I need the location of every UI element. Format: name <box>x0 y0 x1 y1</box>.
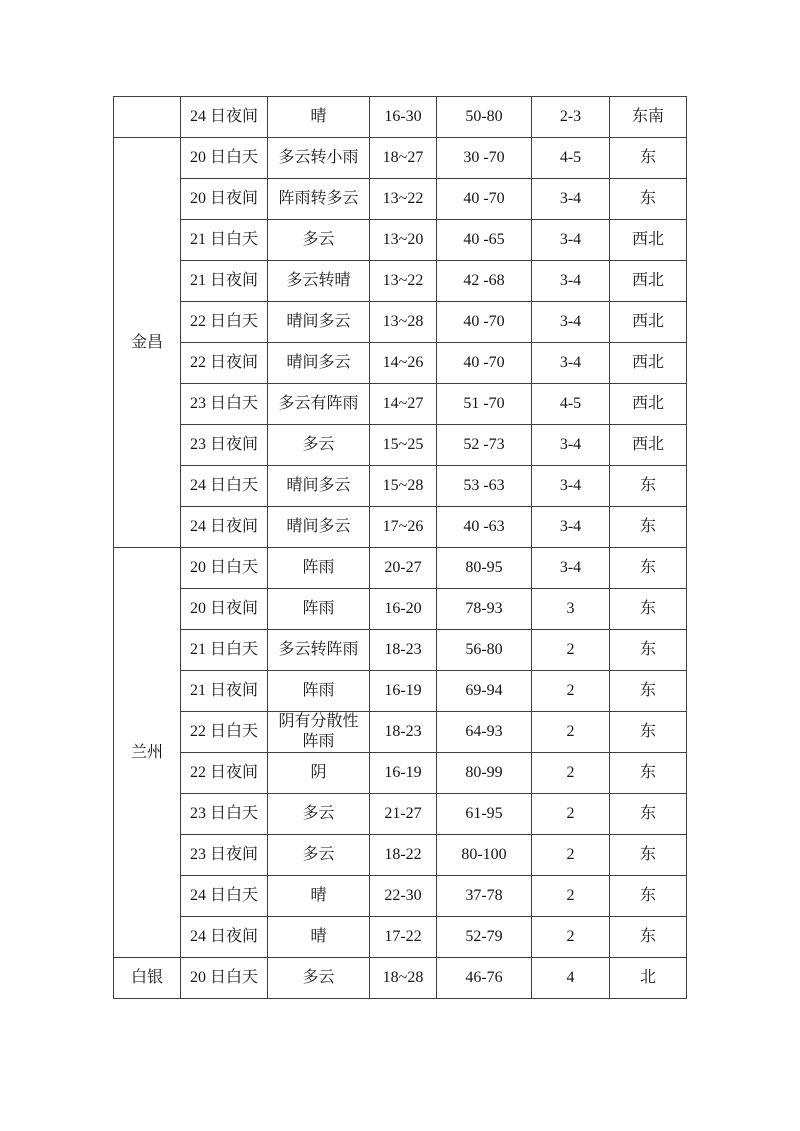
table-row <box>114 220 687 261</box>
cell-humidity_range: 52 -73 <box>437 425 532 466</box>
cell-weather: 晴间多云 <box>268 507 370 548</box>
cell-temperature_range: 13~22 <box>370 179 437 220</box>
cell-wind_force: 3-4 <box>532 425 610 466</box>
cell-weather: 阵雨转多云 <box>268 179 370 220</box>
cell-temperature_range: 18~27 <box>370 138 437 179</box>
cell-wind_force: 2 <box>532 917 610 958</box>
table-row <box>114 179 687 220</box>
cell-weather: 晴间多云 <box>268 466 370 507</box>
cell-wind_direction: 西北 <box>610 384 687 425</box>
cell-temperature_range: 13~22 <box>370 261 437 302</box>
cell-temperature_range: 18-23 <box>370 712 437 753</box>
cell-wind_force: 2 <box>532 876 610 917</box>
cell-wind_direction: 东 <box>610 876 687 917</box>
cell-humidity_range: 50-80 <box>437 97 532 138</box>
table-row <box>114 548 687 589</box>
table-row <box>114 261 687 302</box>
table-row <box>114 712 687 753</box>
table-row <box>114 302 687 343</box>
cell-wind_force: 3-4 <box>532 179 610 220</box>
cell-weather: 阴 <box>268 753 370 794</box>
cell-temperature_range: 14~26 <box>370 343 437 384</box>
cell-temperature_range: 22-30 <box>370 876 437 917</box>
cell-temperature_range: 18-23 <box>370 630 437 671</box>
cell-humidity_range: 46-76 <box>437 958 532 999</box>
cell-period: 24 日白天 <box>181 876 268 917</box>
cell-weather: 多云 <box>268 835 370 876</box>
cell-weather: 多云转晴 <box>268 261 370 302</box>
cell-humidity_range: 53 -63 <box>437 466 532 507</box>
cell-humidity_range: 61-95 <box>437 794 532 835</box>
cell-weather: 晴间多云 <box>268 343 370 384</box>
cell-period: 22 日白天 <box>181 712 268 753</box>
cell-period: 21 日夜间 <box>181 671 268 712</box>
cell-period: 23 日白天 <box>181 384 268 425</box>
table-row <box>114 958 687 999</box>
cell-temperature_range: 15~28 <box>370 466 437 507</box>
cell-wind_force: 2-3 <box>532 97 610 138</box>
cell-wind_direction: 北 <box>610 958 687 999</box>
cell-temperature_range: 20-27 <box>370 548 437 589</box>
forecast-table-body <box>114 97 687 999</box>
table-row <box>114 876 687 917</box>
cell-period: 20 日夜间 <box>181 589 268 630</box>
cell-temperature_range: 17~26 <box>370 507 437 548</box>
cell-wind_force: 3-4 <box>532 507 610 548</box>
cell-period: 21 日白天 <box>181 220 268 261</box>
cell-weather: 阵雨 <box>268 589 370 630</box>
cell-humidity_range: 37-78 <box>437 876 532 917</box>
cell-wind_force: 3 <box>532 589 610 630</box>
cell-temperature_range: 16-19 <box>370 753 437 794</box>
table-row <box>114 917 687 958</box>
cell-wind_force: 2 <box>532 794 610 835</box>
cell-period: 22 日夜间 <box>181 343 268 384</box>
cell-wind_force: 4-5 <box>532 138 610 179</box>
cell-wind_direction: 东 <box>610 753 687 794</box>
table-row <box>114 138 687 179</box>
cell-wind_direction: 西北 <box>610 343 687 384</box>
cell-temperature_range: 21-27 <box>370 794 437 835</box>
table-row <box>114 794 687 835</box>
cell-wind_direction: 东 <box>610 548 687 589</box>
cell-wind_direction: 东 <box>610 179 687 220</box>
cell-weather: 多云转阵雨 <box>268 630 370 671</box>
cell-wind_force: 3-4 <box>532 302 610 343</box>
cell-weather: 阴有分散性阵雨 <box>268 712 370 753</box>
cell-wind_force: 4 <box>532 958 610 999</box>
cell-period: 21 日白天 <box>181 630 268 671</box>
table-row <box>114 671 687 712</box>
table-row <box>114 753 687 794</box>
cell-humidity_range: 56-80 <box>437 630 532 671</box>
cell-weather: 晴 <box>268 876 370 917</box>
cell-period: 22 日夜间 <box>181 753 268 794</box>
cell-wind_direction: 东南 <box>610 97 687 138</box>
cell-humidity_range: 40 -70 <box>437 343 532 384</box>
cell-wind_direction: 西北 <box>610 261 687 302</box>
table-row <box>114 343 687 384</box>
cell-temperature_range: 16-30 <box>370 97 437 138</box>
cell-humidity_range: 30 -70 <box>437 138 532 179</box>
table-row <box>114 425 687 466</box>
cell-temperature_range: 15~25 <box>370 425 437 466</box>
cell-wind_direction: 东 <box>610 917 687 958</box>
cell-weather: 多云 <box>268 425 370 466</box>
table-row <box>114 630 687 671</box>
cell-wind_force: 3-4 <box>532 220 610 261</box>
cell-wind_direction: 西北 <box>610 425 687 466</box>
cell-period: 23 日夜间 <box>181 835 268 876</box>
cell-humidity_range: 40 -70 <box>437 179 532 220</box>
table-row <box>114 835 687 876</box>
cell-wind_direction: 西北 <box>610 220 687 261</box>
cell-wind_force: 3-4 <box>532 343 610 384</box>
cell-wind_force: 3-4 <box>532 261 610 302</box>
cell-wind_force: 2 <box>532 835 610 876</box>
cell-humidity_range: 69-94 <box>437 671 532 712</box>
cell-period: 23 日夜间 <box>181 425 268 466</box>
cell-temperature_range: 17-22 <box>370 917 437 958</box>
cell-wind_force: 3-4 <box>532 466 610 507</box>
cell-wind_direction: 东 <box>610 671 687 712</box>
cell-wind_direction: 东 <box>610 712 687 753</box>
cell-wind_force: 4-5 <box>532 384 610 425</box>
cell-wind_force: 2 <box>532 630 610 671</box>
cell-period: 20 日白天 <box>181 138 268 179</box>
cell-wind_force: 2 <box>532 753 610 794</box>
table-row <box>114 589 687 630</box>
cell-weather: 晴间多云 <box>268 302 370 343</box>
cell-temperature_range: 18~28 <box>370 958 437 999</box>
cell-period: 24 日夜间 <box>181 917 268 958</box>
cell-city: 金昌 <box>114 138 181 548</box>
cell-wind_direction: 东 <box>610 589 687 630</box>
cell-temperature_range: 13~20 <box>370 220 437 261</box>
cell-temperature_range: 13~28 <box>370 302 437 343</box>
cell-weather: 晴 <box>268 97 370 138</box>
cell-city: 兰州 <box>114 548 181 958</box>
cell-weather: 多云转小雨 <box>268 138 370 179</box>
cell-humidity_range: 80-99 <box>437 753 532 794</box>
cell-weather: 多云 <box>268 794 370 835</box>
cell-temperature_range: 18-22 <box>370 835 437 876</box>
table-row <box>114 384 687 425</box>
cell-temperature_range: 16-19 <box>370 671 437 712</box>
cell-humidity_range: 40 -65 <box>437 220 532 261</box>
cell-wind_force: 3-4 <box>532 548 610 589</box>
cell-humidity_range: 51 -70 <box>437 384 532 425</box>
cell-period: 20 日白天 <box>181 548 268 589</box>
cell-period: 24 日夜间 <box>181 97 268 138</box>
cell-weather: 多云 <box>268 958 370 999</box>
weather-forecast-table <box>113 96 687 999</box>
cell-wind_direction: 东 <box>610 507 687 548</box>
cell-wind_force: 2 <box>532 712 610 753</box>
cell-humidity_range: 64-93 <box>437 712 532 753</box>
cell-wind_direction: 东 <box>610 466 687 507</box>
cell-wind_direction: 西北 <box>610 302 687 343</box>
cell-wind_direction: 东 <box>610 630 687 671</box>
cell-weather: 阵雨 <box>268 548 370 589</box>
cell-weather: 多云 <box>268 220 370 261</box>
table-row <box>114 466 687 507</box>
cell-humidity_range: 52-79 <box>437 917 532 958</box>
table-row <box>114 507 687 548</box>
cell-wind_direction: 东 <box>610 835 687 876</box>
cell-period: 24 日白天 <box>181 466 268 507</box>
cell-city: 白银 <box>114 958 181 999</box>
cell-weather: 阵雨 <box>268 671 370 712</box>
cell-period: 21 日夜间 <box>181 261 268 302</box>
cell-wind_direction: 东 <box>610 138 687 179</box>
cell-period: 20 日夜间 <box>181 179 268 220</box>
cell-wind_direction: 东 <box>610 794 687 835</box>
cell-weather: 多云有阵雨 <box>268 384 370 425</box>
cell-temperature_range: 14~27 <box>370 384 437 425</box>
cell-humidity_range: 40 -63 <box>437 507 532 548</box>
cell-humidity_range: 40 -70 <box>437 302 532 343</box>
cell-weather: 晴 <box>268 917 370 958</box>
cell-city <box>114 97 181 138</box>
cell-humidity_range: 78-93 <box>437 589 532 630</box>
cell-humidity_range: 80-95 <box>437 548 532 589</box>
cell-period: 24 日夜间 <box>181 507 268 548</box>
cell-temperature_range: 16-20 <box>370 589 437 630</box>
table-row <box>114 97 687 138</box>
cell-period: 22 日白天 <box>181 302 268 343</box>
cell-humidity_range: 42 -68 <box>437 261 532 302</box>
cell-period: 23 日白天 <box>181 794 268 835</box>
cell-wind_force: 2 <box>532 671 610 712</box>
cell-humidity_range: 80-100 <box>437 835 532 876</box>
cell-period: 20 日白天 <box>181 958 268 999</box>
